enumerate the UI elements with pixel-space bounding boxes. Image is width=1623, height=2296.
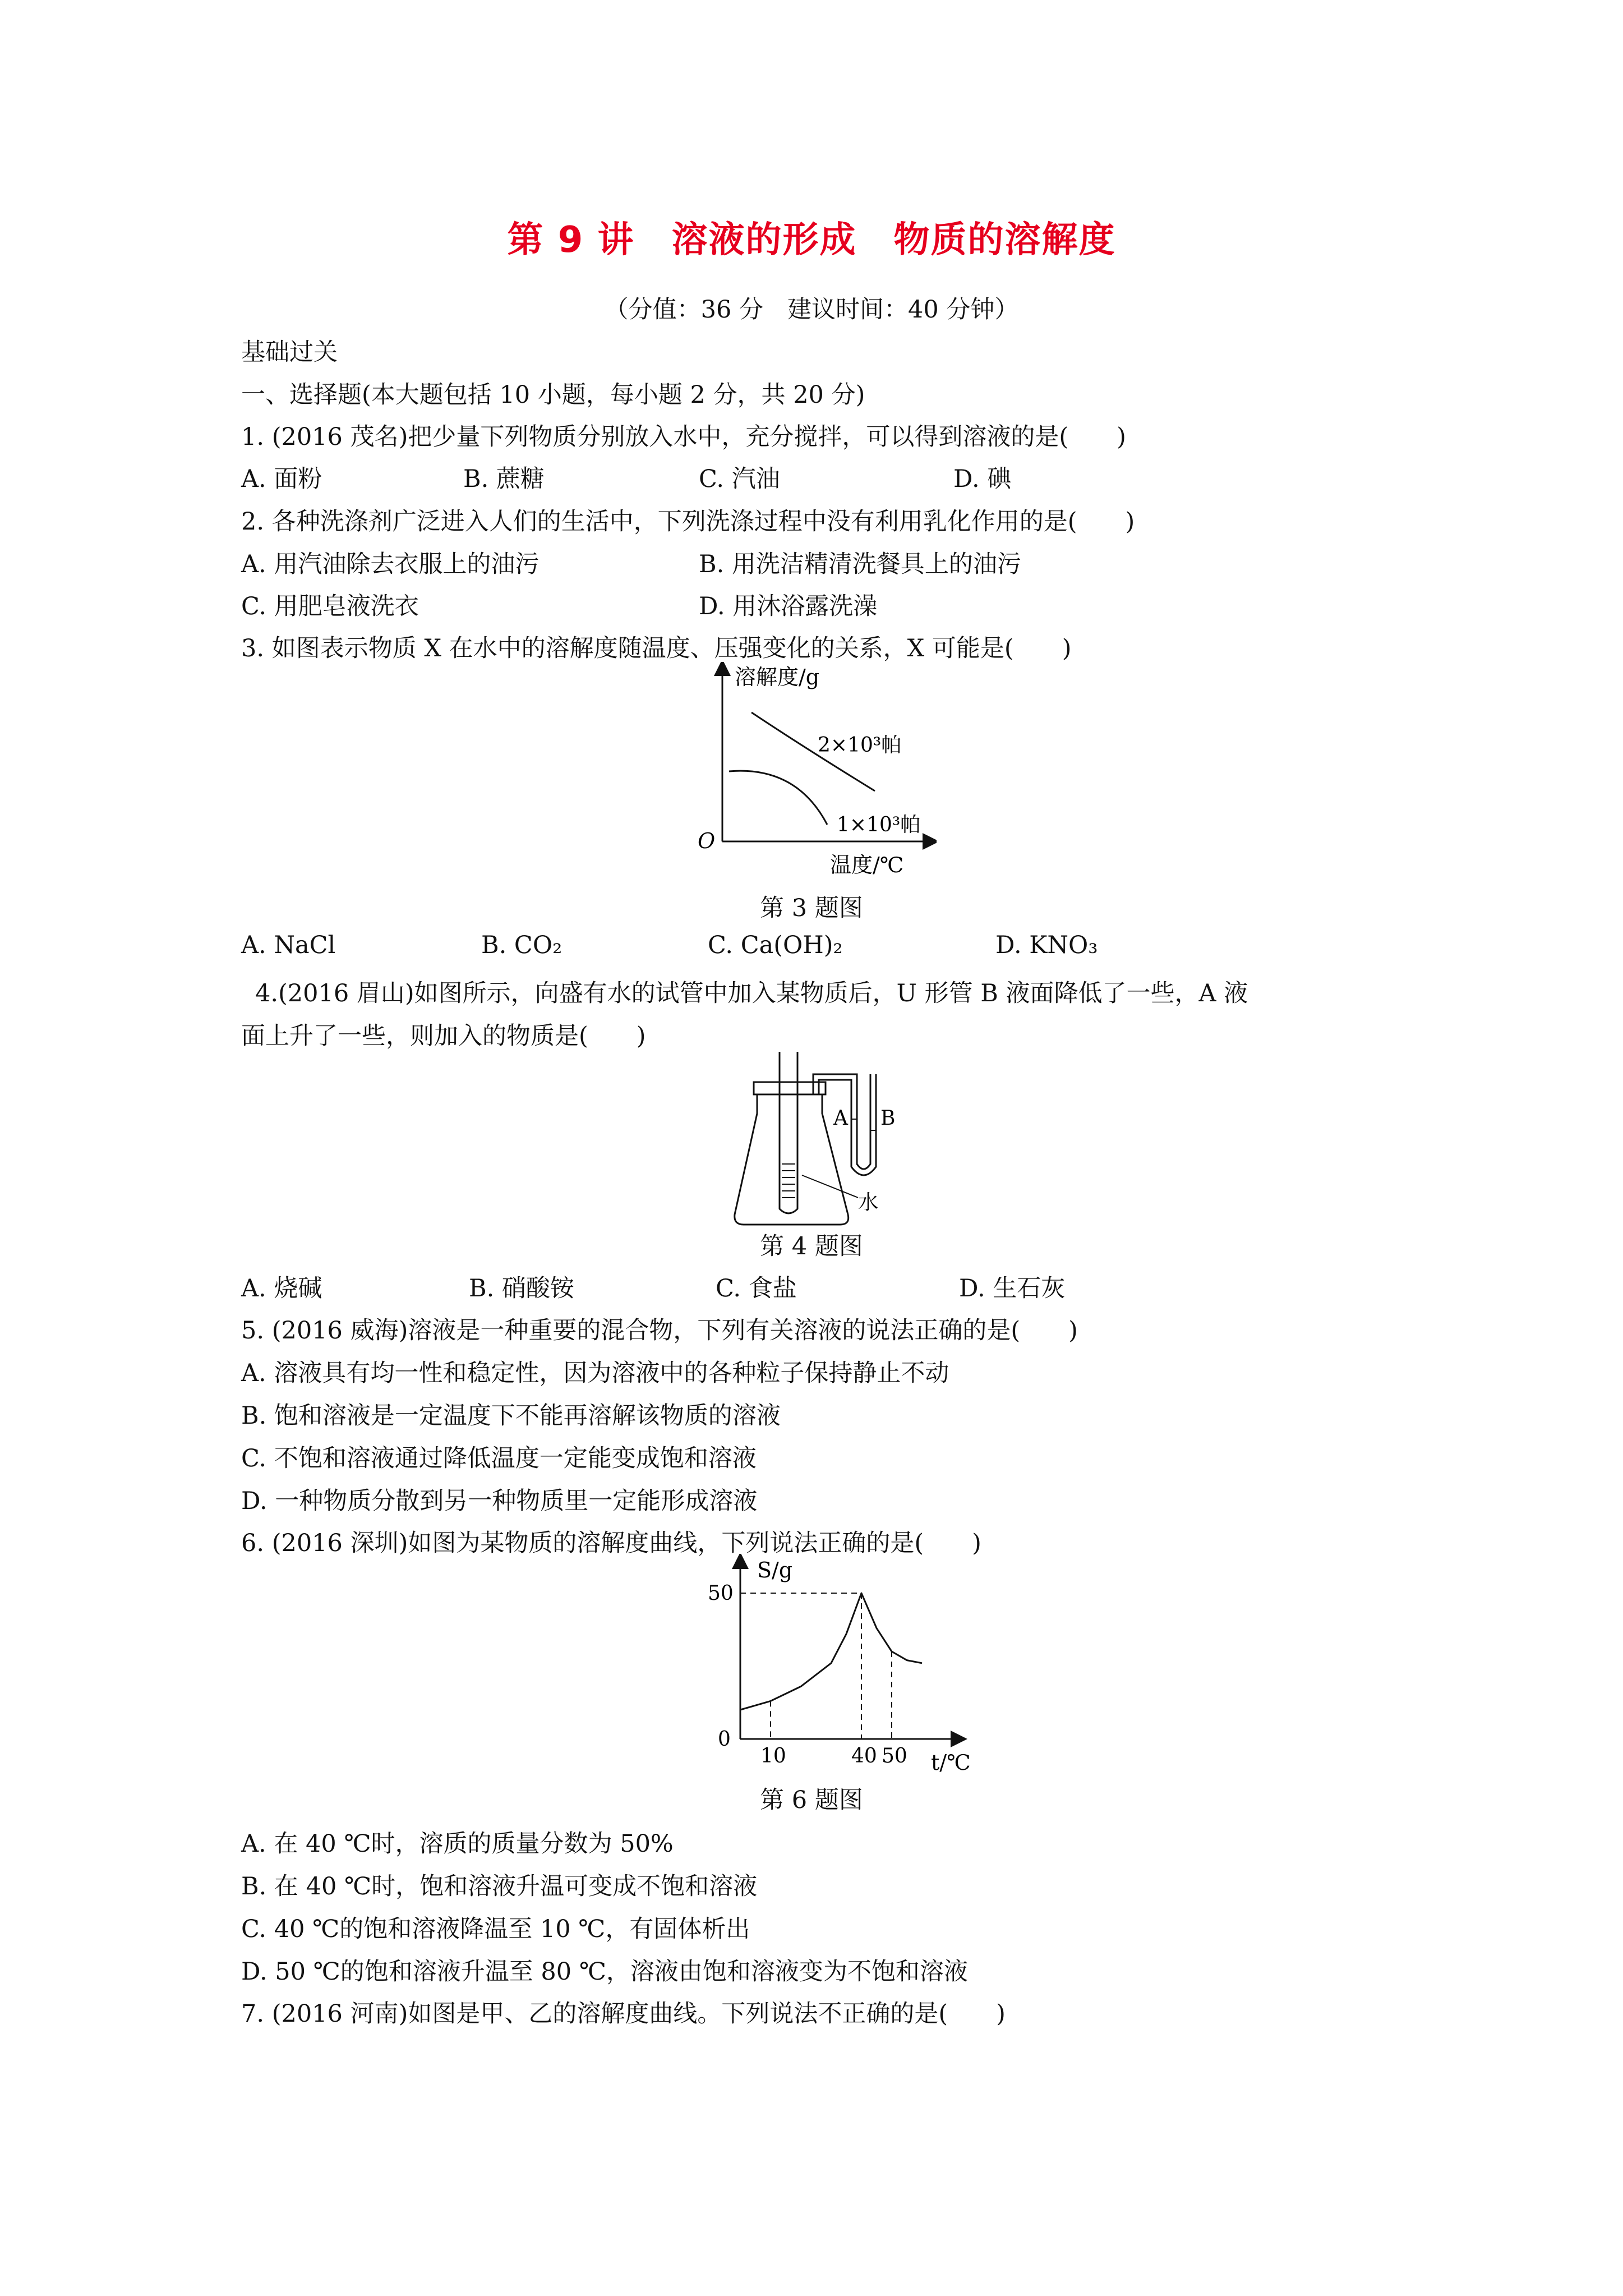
q6-x-tick-50: 50 bbox=[882, 1745, 907, 1768]
q4-stopper bbox=[754, 1082, 826, 1094]
q5-option-b: B. 饱和溶液是一定温度下不能再溶解该物质的溶液 bbox=[241, 1402, 781, 1430]
q6-x-label: t/℃ bbox=[931, 1750, 971, 1775]
q6-x-tick-40: 40 bbox=[851, 1745, 877, 1768]
q2-option-b: B. 用洗洁精清洗餐具上的油污 bbox=[699, 550, 1021, 578]
question-2-stem: 2. 各种洗涤剂广泛进入人们的生活中，下列洗涤过程中没有利用乳化作用的是( ) bbox=[241, 508, 1135, 536]
q3-label-upper: 2×10³帕 bbox=[818, 734, 902, 757]
q3-option-c: C. Ca(OH)₂ bbox=[708, 931, 843, 959]
question-6-stem: 6. (2016 深圳)如图为某物质的溶解度曲线，下列说法正确的是( ) bbox=[241, 1529, 981, 1557]
question-5-stem: 5. (2016 威海)溶液是一种重要的混合物，下列有关溶液的说法正确的是( ) bbox=[241, 1317, 1078, 1345]
q3-option-b: B. CO₂ bbox=[481, 931, 562, 959]
q1-option-c: C. 汽油 bbox=[699, 465, 780, 493]
q6-x-tick-10: 10 bbox=[760, 1745, 786, 1768]
q4-option-c: C. 食盐 bbox=[716, 1274, 797, 1303]
q3-x-label: 温度/℃ bbox=[830, 853, 904, 877]
q4-label-b: B bbox=[880, 1107, 896, 1130]
q4-apparatus-figure bbox=[723, 1046, 909, 1248]
section-name: 基础过关 bbox=[241, 338, 338, 366]
q5-option-a: A. 溶液具有均一性和稳定性，因为溶液中的各种粒子保持静止不动 bbox=[241, 1359, 949, 1387]
question-3-stem: 3. 如图表示物质 X 在水中的溶解度随温度、压强变化的关系，X 可能是( ) bbox=[241, 634, 1072, 662]
q3-option-d: D. KNO₃ bbox=[995, 931, 1098, 959]
q3-option-a: A. NaCl bbox=[241, 931, 336, 959]
q5-option-c: C. 不饱和溶液通过降低温度一定能变成饱和溶液 bbox=[241, 1444, 757, 1473]
part-heading: 一、选择题(本大题包括 10 小题，每小题 2 分，共 20 分) bbox=[241, 381, 865, 409]
q6-option-c: C. 40 ℃的饱和溶液降温至 10 ℃，有固体析出 bbox=[241, 1915, 750, 1943]
q6-solubility-chart bbox=[695, 1554, 1021, 1778]
q2-option-d: D. 用沐浴露洗澡 bbox=[699, 592, 878, 620]
q4-option-a: A. 烧碱 bbox=[241, 1274, 322, 1303]
question-4-stem-line1: 4.(2016 眉山)如图所示，向盛有水的试管中加入某物质后，U 形管 B 液面降低了一些，A 液 bbox=[255, 979, 1248, 1007]
q6-option-d: D. 50 ℃的饱和溶液升温至 80 ℃，溶液由饱和溶液变为不饱和溶液 bbox=[241, 1958, 968, 1986]
q4-caption: 第 4 题图 bbox=[760, 1232, 863, 1260]
q6-y-label: S/g bbox=[757, 1558, 793, 1582]
q6-option-a: A. 在 40 ℃时，溶质的质量分数为 50% bbox=[241, 1830, 674, 1858]
q4-label-water: 水 bbox=[858, 1191, 879, 1214]
q3-caption: 第 3 题图 bbox=[760, 894, 863, 922]
q3-label-lower: 1×10³帕 bbox=[837, 813, 921, 836]
q3-origin: O bbox=[698, 829, 716, 853]
q4-option-d: D. 生石灰 bbox=[959, 1274, 1066, 1303]
q1-option-d: D. 碘 bbox=[953, 465, 1012, 493]
q1-option-b: B. 蔗糖 bbox=[463, 465, 545, 493]
q2-option-c: C. 用肥皂液洗衣 bbox=[241, 592, 419, 620]
q6-y-tick-50: 50 bbox=[708, 1582, 734, 1605]
q6-caption: 第 6 题图 bbox=[760, 1786, 863, 1814]
question-1-stem: 1. (2016 茂名)把少量下列物质分别放入水中，充分搅拌，可以得到溶液的是( ) bbox=[241, 423, 1126, 451]
q1-option-a: A. 面粉 bbox=[241, 465, 322, 493]
question-4-stem-line2: 面上升了一些，则加入的物质是( ) bbox=[241, 1022, 646, 1050]
q6-y-tick-0: 0 bbox=[718, 1728, 731, 1751]
page-title: 第 9 讲 溶液的形成 物质的溶解度 bbox=[507, 219, 1116, 261]
q4-label-a: A bbox=[833, 1107, 848, 1130]
page-meta: （分值：36 分 建议时间：40 分钟） bbox=[604, 296, 1019, 324]
q6-option-b: B. 在 40 ℃时，饱和溶液升温可变成不饱和溶液 bbox=[241, 1872, 758, 1901]
q4-flask bbox=[735, 1091, 849, 1225]
q3-solubility-figure bbox=[690, 662, 937, 881]
q4-u-tube bbox=[851, 1074, 876, 1175]
q4-test-tube bbox=[780, 1052, 797, 1213]
q3-y-label: 溶解度/g bbox=[735, 665, 820, 689]
q2-option-a: A. 用汽油除去衣服上的油污 bbox=[241, 550, 540, 578]
q3-curve-lower bbox=[729, 771, 827, 825]
q5-option-d: D. 一种物质分散到另一种物质里一定能形成溶液 bbox=[241, 1487, 758, 1515]
q6-solubility-curve bbox=[740, 1593, 922, 1710]
question-7-stem: 7. (2016 河南)如图是甲、乙的溶解度曲线。下列说法不正确的是( ) bbox=[241, 2000, 1006, 2028]
q4-option-b: B. 硝酸铵 bbox=[469, 1274, 574, 1303]
